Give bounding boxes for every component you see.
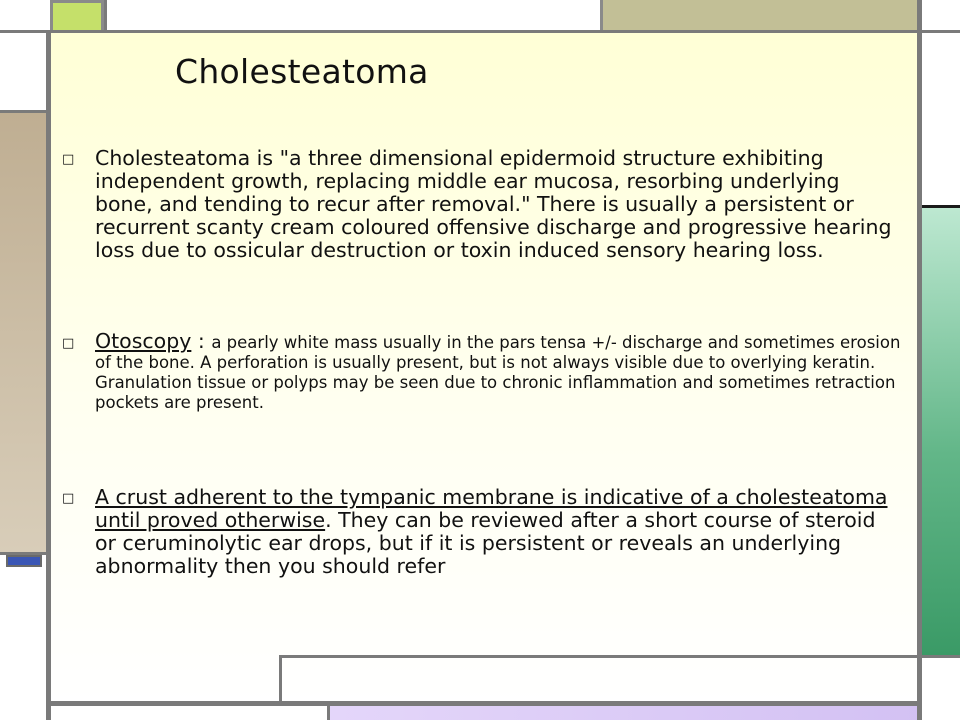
frame-line-left-tan-top bbox=[0, 110, 46, 113]
slide-title: Cholesteatoma bbox=[175, 52, 429, 91]
frame-line-lavender-left bbox=[327, 704, 330, 720]
bullet-definition-text: Cholesteatoma is "a three dimensional epidermoid structure exhibiting independent growth, replacing middle ear mucosa, resorbing underlying bone, and tending to recur after removal." There is usually a persistent or recurrent scanty cream coloured offensive discharge and progressive hearing loss due to ossicular destruction or toxin induced sensory hearing loss. bbox=[95, 146, 892, 262]
mint-accent-block bbox=[922, 208, 960, 656]
frame-line-top bbox=[0, 30, 960, 33]
frame-line-lower-box-top bbox=[280, 655, 960, 658]
frame-line-lower-box-left bbox=[279, 655, 282, 705]
frame-line-top-right-short bbox=[922, 30, 960, 33]
frame-line-green-left bbox=[104, 0, 107, 32]
crust-advice: . They can be reviewed after a short course of steroid or ceruminolytic ear drops, but if it is persistent or reveals an underlying abnormality then you should refer bbox=[95, 508, 876, 578]
frame-line-bottom bbox=[46, 701, 922, 706]
frame-line-right bbox=[917, 0, 922, 720]
bullet-definition bbox=[62, 147, 902, 262]
bullet-crust-referral bbox=[62, 486, 902, 578]
blue-accent-square bbox=[6, 555, 42, 567]
bullet-otoscopy-text bbox=[95, 331, 902, 413]
bullet-marker: □ bbox=[62, 491, 75, 506]
bullet-crust-text bbox=[95, 486, 902, 578]
frame-line-left-tan-bottom bbox=[0, 552, 46, 555]
frame-line-left bbox=[46, 32, 51, 720]
bullet-marker: □ bbox=[62, 152, 75, 167]
frame-line-right-accent bbox=[922, 205, 960, 208]
otoscopy-description: a pearly white mass usually in the pars tensa +/- discharge and sometimes erosion of the bone. A perforation is usually present, but is not always visible due to overlying keratin. Granulation tissue or polyps may be seen due to chronic inflammation and sometimes retraction pockets are present. bbox=[95, 333, 901, 412]
lavender-accent-block bbox=[330, 706, 922, 720]
otoscopy-label: Otoscopy bbox=[95, 329, 192, 353]
bullet-otoscopy bbox=[62, 331, 902, 413]
otoscopy-separator: : bbox=[191, 329, 212, 353]
bullet-marker: □ bbox=[62, 336, 75, 351]
crust-warning-underlined: A crust adherent to the tympanic membrane is indicative of a cholesteatoma until proved otherwise bbox=[95, 485, 888, 532]
tan-accent-block bbox=[0, 112, 46, 552]
